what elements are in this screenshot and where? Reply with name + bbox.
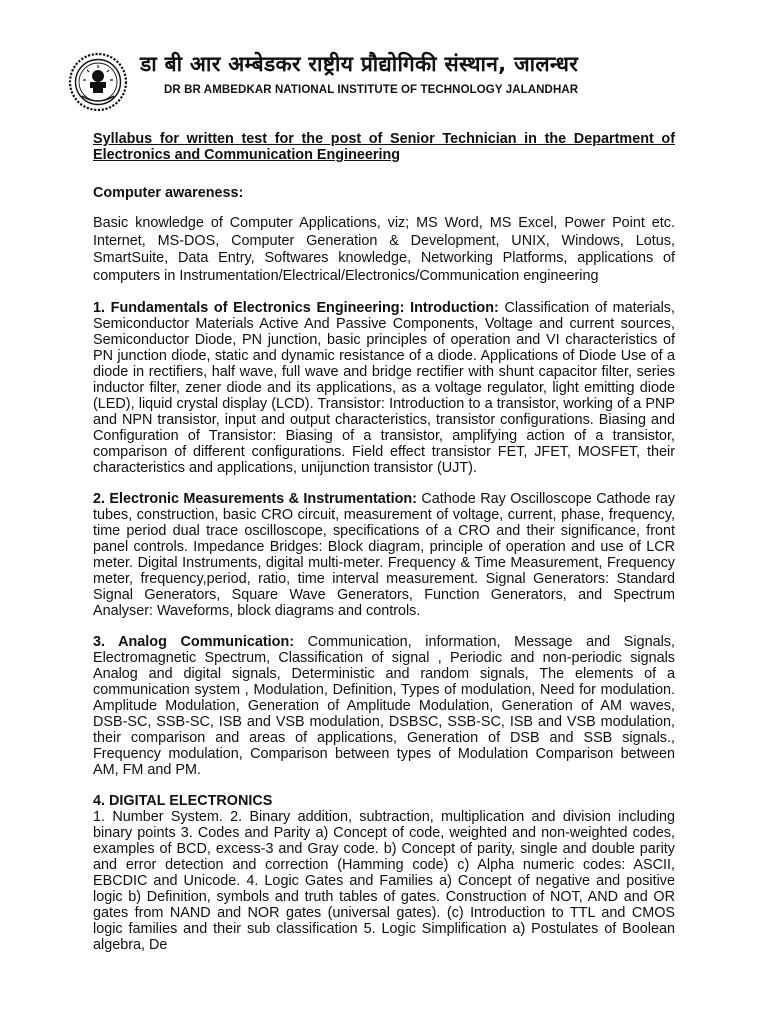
section-text: Communication, information, Message and Signals, Electromagnetic Spectrum, Classification of signal , Periodic and non-periodic signals Analog and digital signals, Deterministic and random signals, The elements of a communication system , Modulation, Definition, Types of modulation, Need for modulation. Amplitude Modulation, Generation of Amplitude Modulation, Generation of AM waves, DSB-SC, SSB-SC, ISB and VSB modulation, DSBSC, SSB-SC, ISB and VSB modulation, their comparison and areas of applications, Generation of DSB and SSB signals., Frequency modulation, Comparison between types of Modulation Comparison between AM, FM and PM. [93,634,675,778]
computer-awareness-heading: Computer awareness: [93,185,244,201]
section-analog-communication [93,634,675,778]
section-measurements-instrumentation [93,491,675,619]
section-digital-electronics [93,793,675,953]
section-text: Cathode Ray Oscilloscope Cathode ray tubes, construction, basic CRO circuit, measurement of voltage, current, phase, frequency, time period dual trace oscilloscope, specifications of a CRO and their significance, front panel controls. Impedance Bridges: Block diagram, principle of operation and use of LCR meter. Digital Instruments, digital multi-meter. Frequency & Time Measurement, Frequency meter, frequency,period, ratio, time interval measurement. Signal Generators: Standard Signal Generators, Square Wave Generators, Function Generators, and Spectrum Analyser: Waveforms, block diagrams and controls. [93,491,676,619]
institute-name-english: DR BR AMBEDKAR NATIONAL INSTITUTE OF TECHNOLOGY JALANDHAR [164,84,579,96]
section-heading: 4. DIGITAL ELECTRONICS [93,793,273,809]
section-heading: 1. Fundamentals of Electronics Engineering: Introduction: [93,300,499,316]
section-text: Classification of materials, Semiconductor Materials Active And Passive Components, Voltage and current sources, Semiconductor Diode, PN junction, basic principles of operation and VI characteristics of PN junction diode, static and dynamic resistance of a diode. Applications of Diode Use of a diode in rectifiers, half wave, full wave and bridge rectifier with shunt capacitor filter, series inductor filter, zener diode and its applications, as a voltage regulator, light emitting diode (LED), liquid crystal display (LCD). Transistor: Introduction to a transistor, working of a PNP and NPN transistor, input and output characteristics, transistor configurations. Biasing and Configuration of Transistor: Biasing of a transistor, amplifying action of a transistor, comparison of different configurations. Field effect transistor FET, JFET, MOSFET, their characteristics and applications, unijunction transistor (UJT). [93,300,675,476]
section-fundamentals-electronics [93,300,675,476]
section-heading: 2. Electronic Measurements & Instrumentation: [93,491,417,507]
section-heading: 3. Analog Communication: [93,634,295,650]
institute-name-hindi: डा बी आर अम्बेडकर राष्ट्रीय प्रौद्योगिकी संस्थान, जालन्धर [140,52,579,76]
computer-awareness-text: Basic knowledge of Computer Applications, viz; MS Word, MS Excel, Power Point etc. Internet, MS-DOS, Computer Generation & Development, UNIX, Windows, Lotus, SmartSuite, Data Entry, Softwares knowledge, Networking Platforms, applications of computers in Instrumentation/Electrical/Electronics/Communication engineering [93,215,675,284]
institute-seal-icon [68,52,128,112]
document-title: Syllabus for written test for the post of Senior Technician in the Department of Electronics and Communication Engineering [93,131,675,163]
document-body [93,131,675,968]
section-text: 1. Number System. 2. Binary addition, subtraction, multiplication and division including binary points 3. Codes and Parity a) Concept of code, weighted and non-weighted codes, examples of BCD, excess-3 and Gray code. b) Concept of parity, single and double parity and error detection and correction (Hamming code) c) Alpha numeric codes: ASCII, EBCDIC and Unicode. 4. Logic Gates and Families a) Concept of negative and positive logic b) Definition, symbols and truth tables of gates. Construction of NOT, AND and OR gates from NAND and NOR gates (universal gates). (c) Introduction to TTL and CMOS logic families and their sub classification 5. Logic Simplification a) Postulates of Boolean algebra, De [93,809,675,953]
